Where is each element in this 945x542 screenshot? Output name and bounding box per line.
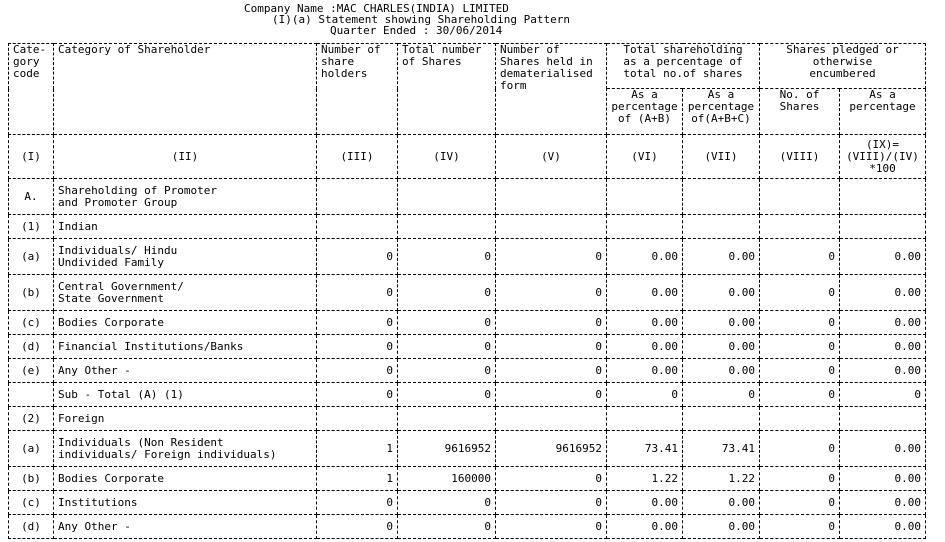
table-row (9, 383, 926, 407)
demat-shares-cell: 9616952 (496, 431, 607, 467)
table-row (9, 467, 926, 491)
pct-abc-cell: 0.00 (683, 359, 760, 383)
demat-shares-cell: 0 (496, 515, 607, 539)
total-shares-cell (398, 215, 496, 239)
num-holders-cell: 0 (317, 275, 398, 311)
category-label-cell: Bodies Corporate (54, 467, 317, 491)
num-pledged-cell: 0 (760, 335, 840, 359)
pct-ab-cell: 0.00 (607, 275, 683, 311)
pct-pledged-cell (840, 215, 926, 239)
roman-label: (II) (54, 135, 317, 179)
roman-label: (IV) (398, 135, 496, 179)
table-row (9, 407, 926, 431)
total-shares-cell: 0 (398, 335, 496, 359)
demat-shares-cell: 0 (496, 491, 607, 515)
header-cat-code: Cate- gory code (9, 44, 54, 135)
pct-ab-cell: 1.22 (607, 467, 683, 491)
header-total-pct: Total shareholding as a percentage of total no.of shares (607, 44, 760, 89)
pct-pledged-cell: 0.00 (840, 275, 926, 311)
demat-shares-cell: 0 (496, 467, 607, 491)
total-shares-cell: 9616952 (398, 431, 496, 467)
table-row (9, 431, 926, 467)
category-code-cell: (2) (9, 407, 54, 431)
num-holders-cell (317, 179, 398, 215)
category-code-cell: (a) (9, 431, 54, 467)
num-holders-cell: 0 (317, 335, 398, 359)
num-pledged-cell: 0 (760, 515, 840, 539)
category-code-cell: (1) (9, 215, 54, 239)
table-row (9, 491, 926, 515)
num-pledged-cell: 0 (760, 467, 840, 491)
header-demat: Number of Shares held in dematerialised form (496, 44, 607, 135)
pct-abc-cell (683, 179, 760, 215)
category-label-cell: Financial Institutions/Banks (54, 335, 317, 359)
num-holders-cell: 0 (317, 491, 398, 515)
header-pct-pledged: As a percentage (840, 89, 926, 135)
total-shares-cell: 0 (398, 311, 496, 335)
category-label-cell: Any Other - (54, 515, 317, 539)
num-holders-cell: 0 (317, 239, 398, 275)
pct-pledged-cell: 0.00 (840, 359, 926, 383)
pct-ab-cell (607, 179, 683, 215)
category-code-cell: (d) (9, 515, 54, 539)
table-row (9, 215, 926, 239)
header-pct-abc: As a percentage of(A+B+C) (683, 89, 760, 135)
num-pledged-cell (760, 407, 840, 431)
num-pledged-cell: 0 (760, 383, 840, 407)
num-holders-cell: 0 (317, 383, 398, 407)
table-row (9, 275, 926, 311)
total-shares-cell: 0 (398, 383, 496, 407)
pct-abc-cell: 0.00 (683, 239, 760, 275)
table-row (9, 515, 926, 539)
category-label-cell: Shareholding of Promoter and Promoter Group (54, 179, 317, 215)
demat-shares-cell (496, 179, 607, 215)
category-code-cell: A. (9, 179, 54, 215)
pct-abc-cell: 0.00 (683, 491, 760, 515)
table-row (9, 359, 926, 383)
table-row (9, 335, 926, 359)
roman-label: (VI) (607, 135, 683, 179)
num-pledged-cell (760, 179, 840, 215)
num-pledged-cell: 0 (760, 311, 840, 335)
header-total-shares: Total number of Shares (398, 44, 496, 135)
category-label-cell: Foreign (54, 407, 317, 431)
total-shares-cell (398, 407, 496, 431)
category-label-cell: Institutions (54, 491, 317, 515)
table-row (9, 239, 926, 275)
category-code-cell: (b) (9, 467, 54, 491)
category-code-cell (9, 383, 54, 407)
header-category: Category of Shareholder (54, 44, 317, 135)
header-pct-ab: As a percentage of (A+B) (607, 89, 683, 135)
category-label-cell: Sub - Total (A) (1) (54, 383, 317, 407)
category-code-cell: (c) (9, 491, 54, 515)
pct-abc-cell: 73.41 (683, 431, 760, 467)
pct-ab-cell (607, 215, 683, 239)
demat-shares-cell: 0 (496, 383, 607, 407)
roman-numeral-row (9, 135, 926, 179)
num-pledged-cell: 0 (760, 359, 840, 383)
pct-abc-cell: 0.00 (683, 335, 760, 359)
num-holders-cell: 1 (317, 467, 398, 491)
category-code-cell: (a) (9, 239, 54, 275)
demat-shares-cell (496, 215, 607, 239)
table-row (9, 179, 926, 215)
num-holders-cell: 0 (317, 311, 398, 335)
category-code-cell: (c) (9, 311, 54, 335)
roman-label: (I) (9, 135, 54, 179)
header-num-holders: Number of share holders (317, 44, 398, 135)
num-holders-cell: 1 (317, 431, 398, 467)
pct-abc-cell: 0.00 (683, 311, 760, 335)
num-pledged-cell: 0 (760, 275, 840, 311)
statement-title: (I)(a) Statement showing Shareholding Pattern (272, 13, 571, 26)
total-shares-cell: 0 (398, 359, 496, 383)
pct-ab-cell: 0.00 (607, 335, 683, 359)
pct-pledged-cell: 0.00 (840, 431, 926, 467)
num-pledged-cell: 0 (760, 491, 840, 515)
pct-ab-cell: 0.00 (607, 239, 683, 275)
category-code-cell: (e) (9, 359, 54, 383)
num-holders-cell: 0 (317, 515, 398, 539)
demat-shares-cell: 0 (496, 275, 607, 311)
category-label-cell: Individuals/ Hindu Undivided Family (54, 239, 317, 275)
pct-pledged-cell: 0.00 (840, 467, 926, 491)
num-pledged-cell: 0 (760, 431, 840, 467)
demat-shares-cell: 0 (496, 335, 607, 359)
pct-abc-cell: 0.00 (683, 275, 760, 311)
pct-ab-cell: 0.00 (607, 311, 683, 335)
pct-pledged-cell (840, 179, 926, 215)
header-num-pledged: No. of Shares (760, 89, 840, 135)
category-label-cell: Indian (54, 215, 317, 239)
total-shares-cell: 160000 (398, 467, 496, 491)
pct-pledged-cell: 0.00 (840, 515, 926, 539)
total-shares-cell: 0 (398, 275, 496, 311)
roman-label: (III) (317, 135, 398, 179)
pct-abc-cell (683, 215, 760, 239)
company-name: Company Name :MAC CHARLES(INDIA) LIMITED (244, 2, 509, 15)
total-shares-cell: 0 (398, 491, 496, 515)
roman-label: (VII) (683, 135, 760, 179)
pct-pledged-cell: 0.00 (840, 491, 926, 515)
roman-label: (V) (496, 135, 607, 179)
roman-label: (VIII) (760, 135, 840, 179)
pct-abc-cell: 1.22 (683, 467, 760, 491)
demat-shares-cell: 0 (496, 239, 607, 275)
pct-abc-cell: 0.00 (683, 515, 760, 539)
category-code-cell: (d) (9, 335, 54, 359)
num-pledged-cell: 0 (760, 239, 840, 275)
pct-abc-cell: 0 (683, 383, 760, 407)
category-label-cell: Central Government/ State Government (54, 275, 317, 311)
num-pledged-cell (760, 215, 840, 239)
category-label-cell: Bodies Corporate (54, 311, 317, 335)
pct-abc-cell (683, 407, 760, 431)
pct-ab-cell: 0.00 (607, 515, 683, 539)
pct-pledged-cell: 0 (840, 383, 926, 407)
demat-shares-cell (496, 407, 607, 431)
pct-pledged-cell: 0.00 (840, 239, 926, 275)
pct-ab-cell (607, 407, 683, 431)
quarter-ended: Quarter Ended : 30/06/2014 (330, 24, 503, 37)
pct-ab-cell: 0.00 (607, 491, 683, 515)
total-shares-cell: 0 (398, 239, 496, 275)
pct-ab-cell: 73.41 (607, 431, 683, 467)
total-shares-cell (398, 179, 496, 215)
shareholding-table (8, 43, 926, 539)
table-row (9, 311, 926, 335)
demat-shares-cell: 0 (496, 359, 607, 383)
num-holders-cell (317, 407, 398, 431)
category-code-cell: (b) (9, 275, 54, 311)
pct-ab-cell: 0 (607, 383, 683, 407)
pct-pledged-cell: 0.00 (840, 311, 926, 335)
pct-pledged-cell: 0.00 (840, 335, 926, 359)
category-label-cell: Individuals (Non Resident individuals/ Foreign individuals) (54, 431, 317, 467)
pct-pledged-cell (840, 407, 926, 431)
header-pledged: Shares pledged or otherwise encumbered (760, 44, 926, 89)
total-shares-cell: 0 (398, 515, 496, 539)
num-holders-cell (317, 215, 398, 239)
pct-ab-cell: 0.00 (607, 359, 683, 383)
demat-shares-cell: 0 (496, 311, 607, 335)
roman-label: (IX)= (VIII)/(IV) *100 (840, 135, 926, 179)
num-holders-cell: 0 (317, 359, 398, 383)
category-label-cell: Any Other - (54, 359, 317, 383)
